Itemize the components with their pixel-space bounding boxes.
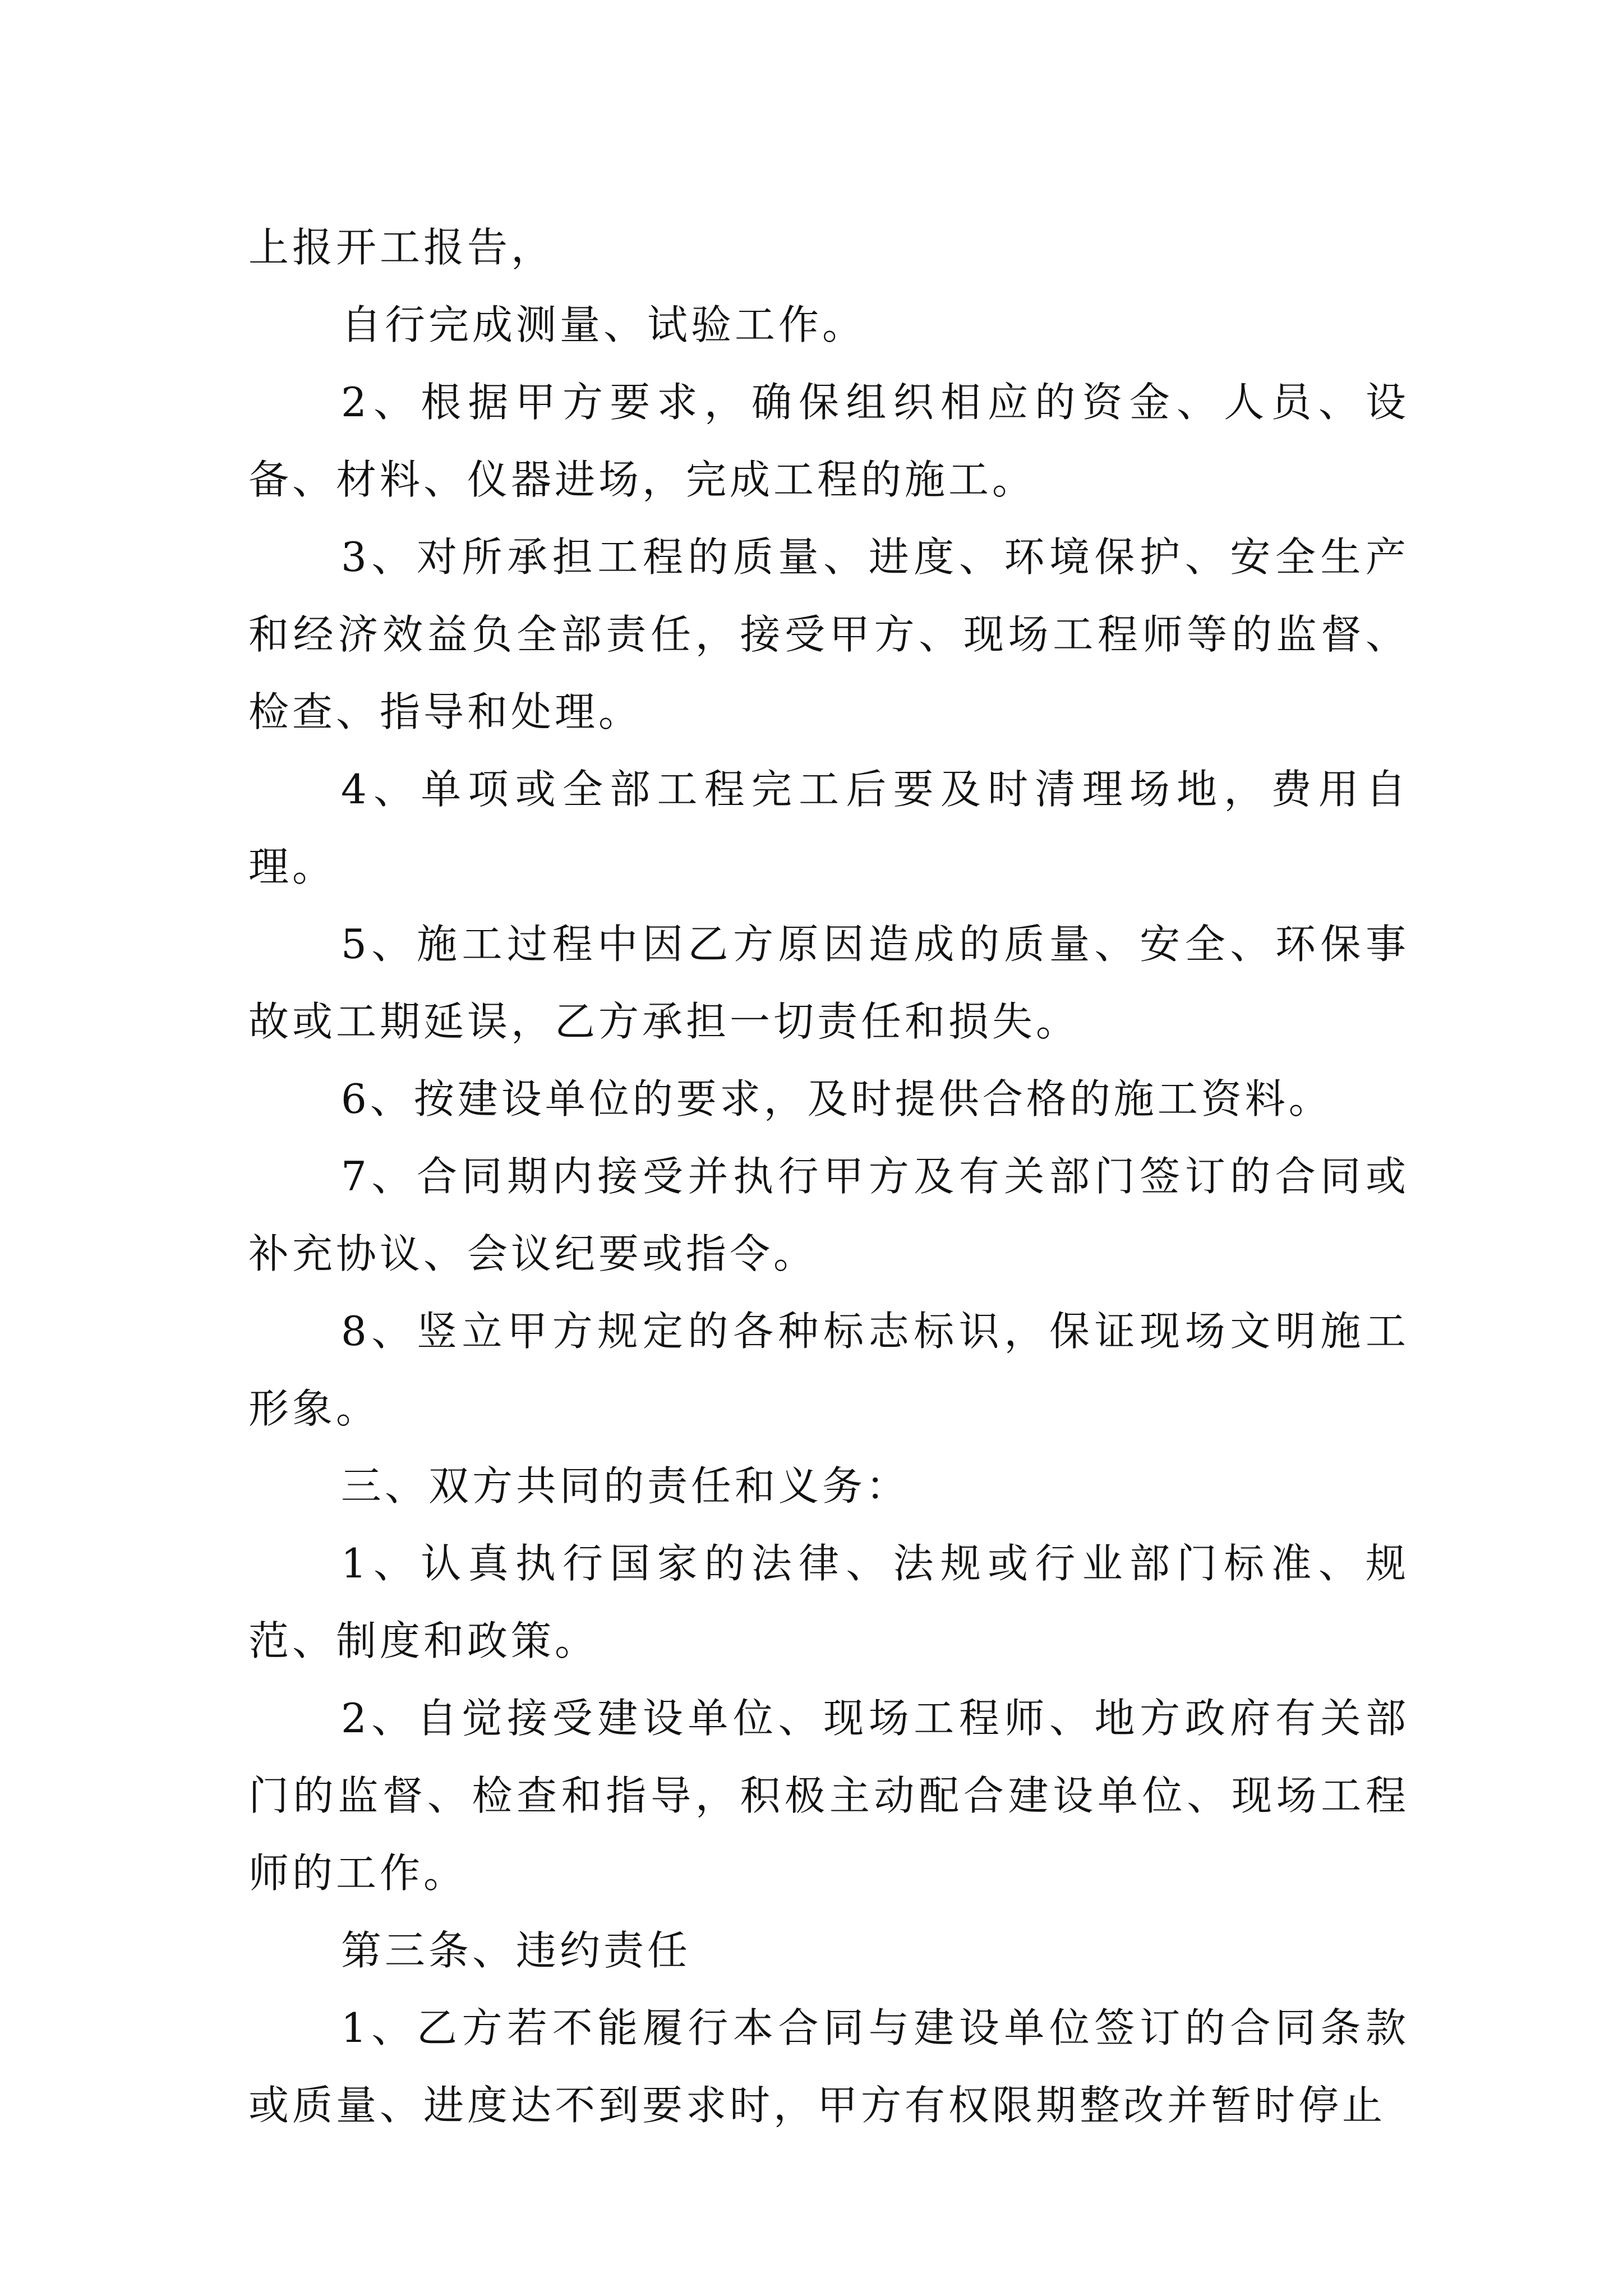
paragraph-continued: 上报开工报告， bbox=[248, 224, 555, 271]
paragraph: 1、乙方若不能履行本合同与建设单位签订的合同条款或质量、进度达不到要求时，甲方有权限期整改并暂时停止 bbox=[248, 2004, 1409, 2129]
paragraph: 2、自觉接受建设单位、现场工程师、地方政府有关部门的监督、检查和指导，积极主动配合建设单位、现场工程师的工作。 bbox=[248, 1695, 1409, 1897]
article-heading: 第三条、违约责任 bbox=[341, 1927, 691, 1974]
paragraph: 4、单项或全部工程完工后要及时清理场地，费用自理。 bbox=[248, 766, 1409, 890]
paragraph: 2、根据甲方要求，确保组织相应的资金、人员、设备、材料、仪器进场，完成工程的施工。 bbox=[248, 379, 1409, 503]
paragraph: 1、认真执行国家的法律、法规或行业部门标准、规范、制度和政策。 bbox=[248, 1540, 1409, 1664]
section-heading: 三、双方共同的责任和义务： bbox=[341, 1462, 910, 1510]
paragraph: 3、对所承担工程的质量、进度、环境保护、安全生产和经济效益负全部责任，接受甲方、现场工程师等的监督、检查、指导和处理。 bbox=[248, 533, 1409, 735]
paragraph: 6、按建设单位的要求，及时提供合格的施工资料。 bbox=[341, 1075, 1332, 1122]
paragraph: 5、施工过程中因乙方原因造成的质量、安全、环保事故或工期延误，乙方承担一切责任和损失。 bbox=[248, 921, 1409, 1045]
paragraph: 自行完成测量、试验工作。 bbox=[341, 301, 866, 348]
paragraph: 7、合同期内接受并执行甲方及有关部门签订的合同或补充协议、会议纪要或指令。 bbox=[248, 1153, 1409, 1277]
document-body bbox=[248, 209, 1409, 2144]
paragraph: 8、竖立甲方规定的各种标志标识，保证现场文明施工形象。 bbox=[248, 1308, 1409, 1432]
